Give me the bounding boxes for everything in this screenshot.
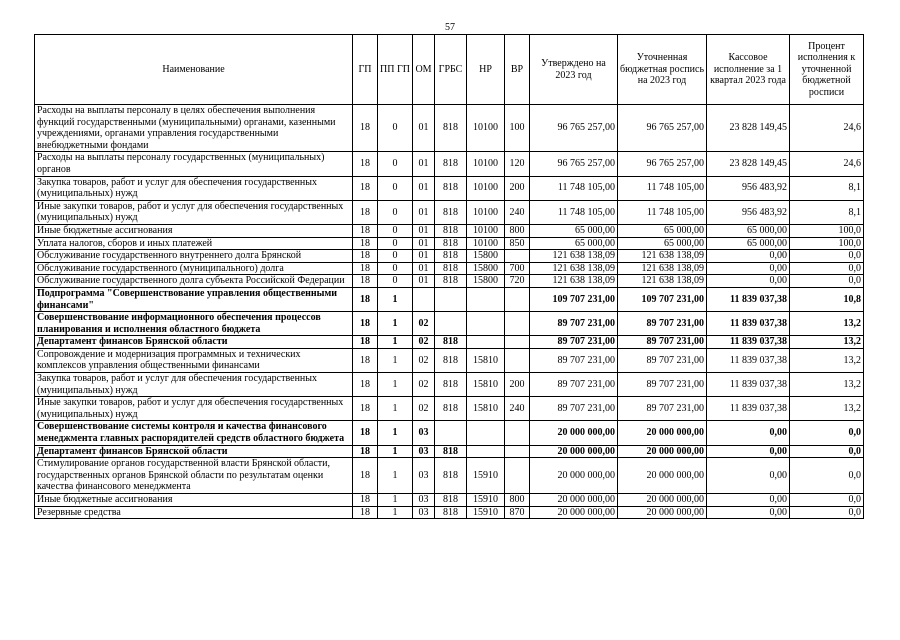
cell-vr: 240 — [505, 200, 530, 224]
cell-om: 02 — [413, 373, 435, 397]
table-body — [35, 105, 864, 519]
cell-pppgp: 1 — [378, 421, 413, 445]
cell-gp: 18 — [353, 348, 378, 372]
header-grbs: ГРБС — [435, 35, 467, 105]
cell-vr: 200 — [505, 373, 530, 397]
cell-np: 15910 — [467, 494, 505, 507]
cell-grbs: 818 — [435, 506, 467, 519]
cell-grbs: 818 — [435, 105, 467, 152]
cell-pppgp: 1 — [378, 312, 413, 336]
cell-vr — [505, 458, 530, 494]
cell-np: 15910 — [467, 458, 505, 494]
cell-percent: 13,2 — [790, 373, 864, 397]
table-row — [35, 458, 864, 494]
cell-om: 01 — [413, 105, 435, 152]
cell-om: 02 — [413, 397, 435, 421]
cell-refined: 65 000,00 — [618, 237, 707, 250]
table-row — [35, 152, 864, 176]
cell-cash: 23 828 149,45 — [707, 152, 790, 176]
cell-refined: 89 707 231,00 — [618, 373, 707, 397]
cell-name: Закупка товаров, работ и услуг для обеспечения государственных (муниципальных) нужд — [35, 373, 353, 397]
cell-approved: 89 707 231,00 — [530, 373, 618, 397]
cell-pppgp: 0 — [378, 224, 413, 237]
cell-np — [467, 445, 505, 458]
cell-gp: 18 — [353, 287, 378, 311]
cell-om: 01 — [413, 262, 435, 275]
cell-cash: 11 839 037,38 — [707, 336, 790, 349]
table-row — [35, 421, 864, 445]
header-approved: Утверждено на 2023 год — [530, 35, 618, 105]
cell-refined: 20 000 000,00 — [618, 494, 707, 507]
cell-pppgp: 1 — [378, 506, 413, 519]
cell-name: Иные бюджетные ассигнования — [35, 494, 353, 507]
cell-name: Иные бюджетные ассигнования — [35, 224, 353, 237]
cell-om: 01 — [413, 237, 435, 250]
cell-grbs: 818 — [435, 373, 467, 397]
table-row — [35, 262, 864, 275]
cell-gp: 18 — [353, 152, 378, 176]
cell-np: 15810 — [467, 373, 505, 397]
cell-grbs: 818 — [435, 397, 467, 421]
cell-percent: 0,0 — [790, 262, 864, 275]
cell-cash: 65 000,00 — [707, 237, 790, 250]
cell-vr — [505, 445, 530, 458]
cell-grbs: 818 — [435, 494, 467, 507]
cell-vr: 720 — [505, 275, 530, 288]
cell-vr — [505, 287, 530, 311]
cell-gp: 18 — [353, 458, 378, 494]
cell-gp: 18 — [353, 262, 378, 275]
cell-refined: 20 000 000,00 — [618, 458, 707, 494]
cell-pppgp: 0 — [378, 200, 413, 224]
cell-cash: 11 839 037,38 — [707, 312, 790, 336]
cell-approved: 11 748 105,00 — [530, 200, 618, 224]
cell-approved: 89 707 231,00 — [530, 312, 618, 336]
cell-cash: 23 828 149,45 — [707, 105, 790, 152]
table-header-row — [35, 35, 864, 105]
cell-approved: 65 000,00 — [530, 224, 618, 237]
cell-pppgp: 1 — [378, 458, 413, 494]
cell-refined: 20 000 000,00 — [618, 421, 707, 445]
cell-approved: 89 707 231,00 — [530, 336, 618, 349]
cell-om: 01 — [413, 250, 435, 263]
table-row — [35, 275, 864, 288]
cell-name: Стимулирование органов государственной власти Брянской области, государственных органов Брянской области по результатам оценки качества финансового менеджмента — [35, 458, 353, 494]
cell-np — [467, 421, 505, 445]
cell-np — [467, 312, 505, 336]
cell-percent: 24,6 — [790, 105, 864, 152]
cell-cash: 0,00 — [707, 275, 790, 288]
cell-name: Иные закупки товаров, работ и услуг для обеспечения государственных (муниципальных) нужд — [35, 397, 353, 421]
cell-approved: 20 000 000,00 — [530, 445, 618, 458]
cell-refined: 121 638 138,09 — [618, 262, 707, 275]
cell-pppgp: 1 — [378, 445, 413, 458]
table-row — [35, 445, 864, 458]
page-number: 57 — [445, 22, 455, 33]
cell-cash: 0,00 — [707, 250, 790, 263]
table-row — [35, 506, 864, 519]
cell-grbs — [435, 287, 467, 311]
cell-percent: 0,0 — [790, 250, 864, 263]
cell-refined: 11 748 105,00 — [618, 176, 707, 200]
cell-name: Подпрограмма "Совершенствование управления общественными финансами" — [35, 287, 353, 311]
cell-name: Обслуживание государственного (муниципального) долга — [35, 262, 353, 275]
cell-percent: 13,2 — [790, 397, 864, 421]
cell-grbs: 818 — [435, 224, 467, 237]
cell-vr: 870 — [505, 506, 530, 519]
table-row — [35, 224, 864, 237]
cell-vr: 800 — [505, 494, 530, 507]
cell-approved: 65 000,00 — [530, 237, 618, 250]
cell-pppgp: 1 — [378, 287, 413, 311]
cell-refined: 109 707 231,00 — [618, 287, 707, 311]
cell-grbs: 818 — [435, 176, 467, 200]
table-row — [35, 237, 864, 250]
cell-refined: 121 638 138,09 — [618, 250, 707, 263]
table-row — [35, 312, 864, 336]
cell-vr: 120 — [505, 152, 530, 176]
cell-name: Совершенствование системы контроля и качества финансового менеджмента главных распорядителей средств областного бюджета — [35, 421, 353, 445]
table-row — [35, 200, 864, 224]
cell-pppgp: 0 — [378, 105, 413, 152]
cell-vr: 200 — [505, 176, 530, 200]
cell-cash: 0,00 — [707, 262, 790, 275]
cell-approved: 89 707 231,00 — [530, 397, 618, 421]
cell-pppgp: 1 — [378, 348, 413, 372]
cell-percent: 0,0 — [790, 275, 864, 288]
cell-om: 02 — [413, 336, 435, 349]
cell-approved: 121 638 138,09 — [530, 262, 618, 275]
cell-pppgp: 1 — [378, 494, 413, 507]
cell-np: 15910 — [467, 506, 505, 519]
cell-pppgp: 1 — [378, 373, 413, 397]
cell-vr: 850 — [505, 237, 530, 250]
table-row — [35, 336, 864, 349]
cell-gp: 18 — [353, 421, 378, 445]
cell-refined: 11 748 105,00 — [618, 200, 707, 224]
cell-refined: 89 707 231,00 — [618, 397, 707, 421]
header-refined: Уточненная бюджетная роспись на 2023 год — [618, 35, 707, 105]
cell-percent: 24,6 — [790, 152, 864, 176]
cell-np: 10100 — [467, 152, 505, 176]
cell-percent: 10,8 — [790, 287, 864, 311]
cell-pppgp: 0 — [378, 250, 413, 263]
cell-vr: 700 — [505, 262, 530, 275]
cell-pppgp: 1 — [378, 397, 413, 421]
table-row — [35, 250, 864, 263]
cell-percent: 8,1 — [790, 200, 864, 224]
cell-approved: 11 748 105,00 — [530, 176, 618, 200]
cell-cash: 0,00 — [707, 494, 790, 507]
cell-name: Департамент финансов Брянской области — [35, 445, 353, 458]
cell-percent: 0,0 — [790, 445, 864, 458]
cell-pppgp: 0 — [378, 262, 413, 275]
cell-np: 15800 — [467, 250, 505, 263]
cell-grbs: 818 — [435, 336, 467, 349]
cell-om: 02 — [413, 348, 435, 372]
table-row — [35, 494, 864, 507]
cell-approved: 121 638 138,09 — [530, 250, 618, 263]
cell-refined: 20 000 000,00 — [618, 445, 707, 458]
cell-cash: 0,00 — [707, 506, 790, 519]
cell-cash: 11 839 037,38 — [707, 397, 790, 421]
cell-name: Совершенствование информационного обеспечения процессов планирования и исполнения областного бюджета — [35, 312, 353, 336]
cell-cash: 956 483,92 — [707, 176, 790, 200]
cell-cash: 11 839 037,38 — [707, 287, 790, 311]
cell-gp: 18 — [353, 237, 378, 250]
header-gp: ГП — [353, 35, 378, 105]
cell-refined: 20 000 000,00 — [618, 506, 707, 519]
cell-cash: 0,00 — [707, 445, 790, 458]
cell-gp: 18 — [353, 275, 378, 288]
cell-pppgp: 0 — [378, 152, 413, 176]
cell-om: 03 — [413, 458, 435, 494]
cell-gp: 18 — [353, 250, 378, 263]
cell-percent: 100,0 — [790, 237, 864, 250]
cell-grbs — [435, 312, 467, 336]
cell-refined: 96 765 257,00 — [618, 152, 707, 176]
cell-om: 03 — [413, 421, 435, 445]
cell-name: Резервные средства — [35, 506, 353, 519]
cell-om: 01 — [413, 176, 435, 200]
cell-refined: 89 707 231,00 — [618, 312, 707, 336]
cell-name: Обслуживание государственного внутреннего долга Брянской — [35, 250, 353, 263]
cell-np: 15810 — [467, 348, 505, 372]
cell-percent: 0,0 — [790, 506, 864, 519]
cell-pppgp: 0 — [378, 176, 413, 200]
cell-grbs: 818 — [435, 200, 467, 224]
cell-om: 01 — [413, 200, 435, 224]
cell-name: Департамент финансов Брянской области — [35, 336, 353, 349]
cell-cash: 11 839 037,38 — [707, 348, 790, 372]
header-percent: Процент исполнения к уточненной бюджетной росписи — [790, 35, 864, 105]
cell-approved: 96 765 257,00 — [530, 105, 618, 152]
cell-vr — [505, 348, 530, 372]
cell-gp: 18 — [353, 224, 378, 237]
header-vr: ВР — [505, 35, 530, 105]
cell-vr — [505, 336, 530, 349]
cell-approved: 20 000 000,00 — [530, 421, 618, 445]
cell-approved: 89 707 231,00 — [530, 348, 618, 372]
cell-approved: 20 000 000,00 — [530, 458, 618, 494]
cell-gp: 18 — [353, 445, 378, 458]
cell-name: Иные закупки товаров, работ и услуг для обеспечения государственных (муниципальных) нужд — [35, 200, 353, 224]
cell-om: 02 — [413, 312, 435, 336]
cell-gp: 18 — [353, 105, 378, 152]
cell-gp: 18 — [353, 494, 378, 507]
header-pppgp: ПП ГП — [378, 35, 413, 105]
cell-om: 03 — [413, 506, 435, 519]
cell-pppgp: 1 — [378, 336, 413, 349]
cell-percent: 0,0 — [790, 458, 864, 494]
cell-refined: 121 638 138,09 — [618, 275, 707, 288]
cell-percent: 13,2 — [790, 336, 864, 349]
cell-name: Расходы на выплаты персоналу государственных (муниципальных) органов — [35, 152, 353, 176]
table-row — [35, 373, 864, 397]
cell-name: Закупка товаров, работ и услуг для обеспечения государственных (муниципальных) нужд — [35, 176, 353, 200]
cell-grbs: 818 — [435, 445, 467, 458]
cell-approved: 20 000 000,00 — [530, 494, 618, 507]
table-row — [35, 348, 864, 372]
cell-refined: 89 707 231,00 — [618, 348, 707, 372]
cell-cash: 0,00 — [707, 458, 790, 494]
cell-percent: 0,0 — [790, 494, 864, 507]
cell-gp: 18 — [353, 506, 378, 519]
cell-gp: 18 — [353, 312, 378, 336]
table-row — [35, 105, 864, 152]
cell-grbs: 818 — [435, 250, 467, 263]
budget-table — [34, 34, 864, 519]
header-np: НР — [467, 35, 505, 105]
cell-approved: 96 765 257,00 — [530, 152, 618, 176]
cell-np — [467, 287, 505, 311]
header-cash: Кассовое исполнение за 1 квартал 2023 года — [707, 35, 790, 105]
table-row — [35, 397, 864, 421]
cell-vr — [505, 312, 530, 336]
cell-name: Сопровождение и модернизация программных и технических комплексов управления общественными финансами — [35, 348, 353, 372]
cell-percent: 8,1 — [790, 176, 864, 200]
cell-np: 10100 — [467, 176, 505, 200]
cell-np: 10100 — [467, 224, 505, 237]
cell-np: 10100 — [467, 105, 505, 152]
cell-refined: 65 000,00 — [618, 224, 707, 237]
cell-np: 15800 — [467, 262, 505, 275]
cell-om: 01 — [413, 224, 435, 237]
cell-grbs — [435, 421, 467, 445]
cell-om: 03 — [413, 445, 435, 458]
cell-refined: 96 765 257,00 — [618, 105, 707, 152]
cell-np: 15810 — [467, 397, 505, 421]
cell-vr: 100 — [505, 105, 530, 152]
cell-refined: 89 707 231,00 — [618, 336, 707, 349]
cell-om — [413, 287, 435, 311]
cell-grbs: 818 — [435, 262, 467, 275]
header-name: Наименование — [35, 35, 353, 105]
cell-gp: 18 — [353, 397, 378, 421]
cell-name: Расходы на выплаты персоналу в целях обеспечения выполнения функций государственными (муниципальными) органами, казенными учреждениями, органами управления государственными внебюджетными фондами — [35, 105, 353, 152]
table-row — [35, 287, 864, 311]
cell-vr — [505, 250, 530, 263]
table-row — [35, 176, 864, 200]
cell-cash: 956 483,92 — [707, 200, 790, 224]
cell-approved: 20 000 000,00 — [530, 506, 618, 519]
cell-pppgp: 0 — [378, 275, 413, 288]
cell-grbs: 818 — [435, 348, 467, 372]
cell-np — [467, 336, 505, 349]
cell-gp: 18 — [353, 176, 378, 200]
cell-vr: 240 — [505, 397, 530, 421]
cell-grbs: 818 — [435, 275, 467, 288]
cell-cash: 11 839 037,38 — [707, 373, 790, 397]
cell-percent: 100,0 — [790, 224, 864, 237]
cell-np: 15800 — [467, 275, 505, 288]
cell-np: 10100 — [467, 237, 505, 250]
cell-grbs: 818 — [435, 237, 467, 250]
cell-pppgp: 0 — [378, 237, 413, 250]
header-om: ОМ — [413, 35, 435, 105]
cell-approved: 121 638 138,09 — [530, 275, 618, 288]
cell-vr — [505, 421, 530, 445]
cell-cash: 0,00 — [707, 421, 790, 445]
cell-gp: 18 — [353, 373, 378, 397]
cell-gp: 18 — [353, 336, 378, 349]
cell-percent: 13,2 — [790, 348, 864, 372]
cell-om: 03 — [413, 494, 435, 507]
cell-grbs: 818 — [435, 458, 467, 494]
cell-om: 01 — [413, 275, 435, 288]
cell-name: Обслуживание государственного долга субъекта Российской Федерации — [35, 275, 353, 288]
cell-grbs: 818 — [435, 152, 467, 176]
cell-name: Уплата налогов, сборов и иных платежей — [35, 237, 353, 250]
cell-percent: 13,2 — [790, 312, 864, 336]
cell-approved: 109 707 231,00 — [530, 287, 618, 311]
cell-gp: 18 — [353, 200, 378, 224]
cell-cash: 65 000,00 — [707, 224, 790, 237]
cell-np: 10100 — [467, 200, 505, 224]
cell-percent: 0,0 — [790, 421, 864, 445]
cell-om: 01 — [413, 152, 435, 176]
cell-vr: 800 — [505, 224, 530, 237]
